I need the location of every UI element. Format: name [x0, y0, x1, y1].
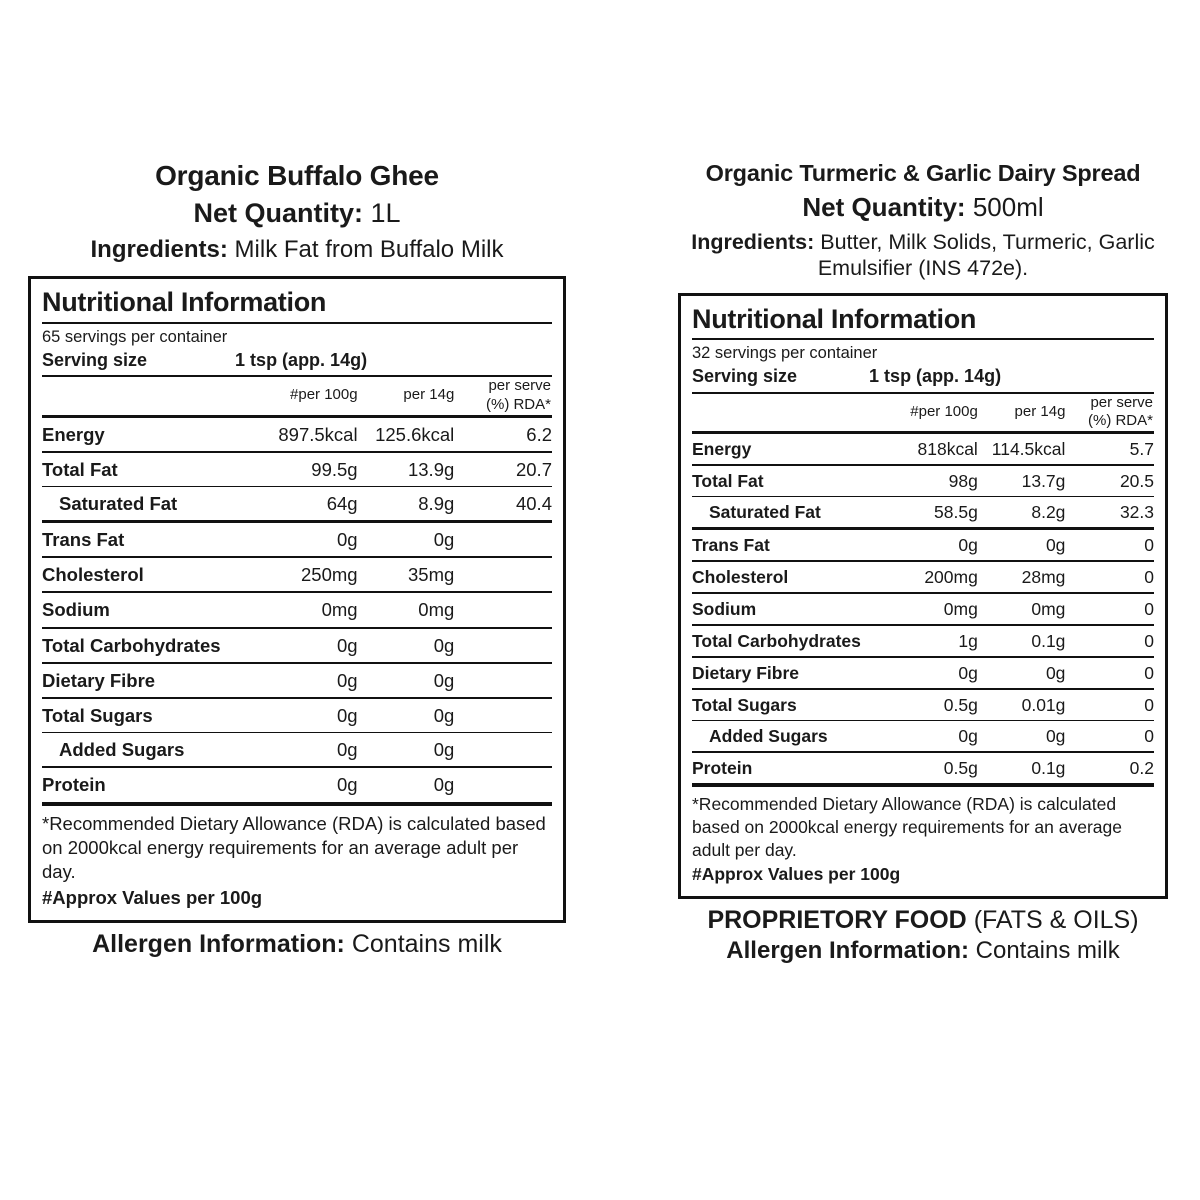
allergen-information-value: Contains milk	[351, 929, 502, 958]
net-quantity-label: Net Quantity:	[802, 192, 966, 223]
proprietary-food-label: PROPRIETORY FOOD	[707, 906, 967, 935]
nutrient-value-per-serving: 0g	[978, 529, 1066, 562]
nutrition-facts-box	[678, 293, 1168, 899]
ingredients-value: Butter, Milk Solids, Turmeric, Garlic Emulsifier (INS 472e).	[817, 230, 1155, 280]
nutrition-table-header-row	[42, 376, 552, 416]
nutrient-value-rda: 20.7	[454, 452, 552, 487]
nutrition-row	[42, 628, 552, 663]
nutrient-name: Added Sugars	[692, 721, 881, 753]
header-cell-rda	[1065, 393, 1154, 433]
product-label-panel-right	[600, 160, 1200, 966]
nutrient-value-per-serving: 8.2g	[978, 497, 1066, 529]
ingredients	[28, 236, 566, 265]
ingredients-value: Milk Fat from Buffalo Milk	[234, 236, 504, 264]
header-cell-per-serving: per 14g	[978, 393, 1066, 433]
nutrient-value-per-serving: 13.9g	[358, 452, 455, 487]
nutrient-value-per-serving: 114.5kcal	[978, 433, 1066, 466]
nutrient-value-rda	[454, 522, 552, 558]
header-cell-rda-line1: per serve	[488, 377, 551, 395]
net-quantity-value: 500ml	[972, 192, 1044, 223]
nutrition-information-title: Nutritional Information	[42, 287, 327, 318]
label-panels-container	[0, 160, 1200, 966]
label-heading-block	[678, 160, 1168, 282]
rda-footnote: *Recommended Dietary Allowance (RDA) is calculated based on 2000kcal energy requirements for an average adult per day.	[42, 812, 546, 883]
nutrient-value-per-serving: 13.7g	[978, 465, 1066, 497]
nutrient-value-per-100g: 0g	[251, 733, 358, 768]
header-cell-blank	[692, 393, 881, 433]
nutrient-value-rda: 0	[1065, 529, 1154, 562]
nutrient-value-rda: 5.7	[1065, 433, 1154, 466]
nutrient-value-rda: 0	[1065, 593, 1154, 625]
nutrition-table	[692, 392, 1154, 784]
nutrient-name: Sodium	[692, 593, 881, 625]
net-quantity-value: 1L	[370, 198, 401, 229]
label-footer-block	[678, 899, 1168, 966]
serving-size-row	[42, 349, 552, 376]
nutrient-name: Cholesterol	[692, 561, 881, 593]
nutrient-value-per-100g: 0mg	[881, 593, 978, 625]
nutrient-value-per-serving: 0.01g	[978, 689, 1066, 721]
nutrition-row	[42, 486, 552, 521]
nutrient-value-per-100g: 0g	[881, 657, 978, 689]
nutrition-row	[42, 557, 552, 592]
nutrient-value-per-serving: 0g	[978, 721, 1066, 753]
serving-size-label: Serving size	[692, 366, 798, 387]
serving-size-label: Serving size	[42, 349, 148, 370]
nutrient-name: Added Sugars	[42, 733, 251, 768]
nutrient-name: Protein	[692, 752, 881, 783]
nutrient-name: Cholesterol	[42, 557, 251, 592]
nutrition-row	[692, 689, 1154, 721]
nutrient-value-per-100g: 58.5g	[881, 497, 978, 529]
nutrient-value-per-100g: 1g	[881, 625, 978, 657]
nutrient-value-per-serving: 0mg	[358, 592, 455, 627]
nutrient-value-rda: 6.2	[454, 416, 552, 452]
nutrition-row	[692, 752, 1154, 783]
nutrient-value-rda: 0	[1065, 689, 1154, 721]
nutrient-value-per-serving: 0g	[358, 522, 455, 558]
proprietary-food-line	[678, 905, 1168, 935]
nutrient-value-per-100g: 818kcal	[881, 433, 978, 466]
nutrient-value-rda: 40.4	[454, 486, 552, 521]
proprietary-food-category: (FATS & OILS)	[973, 906, 1139, 935]
nutrient-value-per-100g: 0g	[251, 628, 358, 663]
nutrient-name: Trans Fat	[42, 522, 251, 558]
nutrient-value-rda: 0	[1065, 657, 1154, 689]
nutrient-value-per-serving: 0g	[358, 698, 455, 733]
nutrient-value-rda	[454, 557, 552, 592]
nutrient-value-per-100g: 0g	[251, 767, 358, 801]
header-cell-rda-line2: (%) RDA*	[1087, 412, 1153, 430]
servings-per-container: 32 servings per container	[692, 344, 878, 363]
allergen-information	[678, 937, 1168, 966]
serving-size-value: 1 tsp (app. 14g)	[869, 366, 1002, 387]
nutrient-value-per-100g: 99.5g	[251, 452, 358, 487]
nutrition-row	[692, 497, 1154, 529]
header-cell-per-100g: #per 100g	[881, 393, 978, 433]
nutrient-value-per-100g: 0g	[251, 663, 358, 698]
nutrition-row	[692, 593, 1154, 625]
nutrient-value-rda	[454, 767, 552, 801]
nutrient-name: Sodium	[42, 592, 251, 627]
nutrient-name: Protein	[42, 767, 251, 801]
nutrient-value-rda	[454, 698, 552, 733]
nutrient-name: Trans Fat	[692, 529, 881, 562]
ingredients	[678, 230, 1168, 282]
rda-footnote: *Recommended Dietary Allowance (RDA) is calculated based on 2000kcal energy requirements for an average adult per day.	[692, 794, 1122, 861]
allergen-information-label: Allergen Information:	[92, 929, 345, 958]
nutrition-table	[42, 375, 552, 802]
nutrient-value-per-100g: 0g	[881, 529, 978, 562]
nutrition-row	[692, 657, 1154, 689]
label-footer-block	[28, 923, 566, 959]
nutrition-row	[42, 767, 552, 801]
nutrient-value-per-100g: 0mg	[251, 592, 358, 627]
net-quantity-label: Net Quantity:	[193, 198, 363, 229]
nutrition-row	[692, 529, 1154, 562]
nutrient-name: Energy	[42, 416, 251, 452]
nutrient-value-per-serving: 0g	[358, 663, 455, 698]
nutrient-value-per-100g: 0.5g	[881, 752, 978, 783]
ingredients-label: Ingredients:	[691, 230, 815, 255]
nutrient-value-rda	[454, 592, 552, 627]
allergen-information	[28, 929, 566, 959]
nutrition-table-header-row	[692, 393, 1154, 433]
nutrient-value-per-100g: 0g	[881, 721, 978, 753]
header-cell-rda-line2: (%) RDA*	[485, 395, 551, 413]
nutrient-name: Saturated Fat	[692, 497, 881, 529]
nutrient-value-rda: 0	[1065, 625, 1154, 657]
nutrition-row	[692, 625, 1154, 657]
nutrient-value-rda: 0.2	[1065, 752, 1154, 783]
header-cell-blank	[42, 376, 251, 416]
header-cell-per-serving: per 14g	[358, 376, 455, 416]
nutrient-name: Dietary Fibre	[42, 663, 251, 698]
nutrient-name: Dietary Fibre	[692, 657, 881, 689]
nutrient-value-per-serving: 0g	[358, 733, 455, 768]
nutrient-value-per-100g: 897.5kcal	[251, 416, 358, 452]
nutrient-value-per-serving: 125.6kcal	[358, 416, 455, 452]
nutrient-name: Saturated Fat	[42, 486, 251, 521]
nutrient-value-rda: 0	[1065, 721, 1154, 753]
nutrient-value-rda: 20.5	[1065, 465, 1154, 497]
approx-values-note: #Approx Values per 100g	[42, 886, 263, 908]
nutrition-row	[692, 465, 1154, 497]
nutrient-value-per-100g: 0.5g	[881, 689, 978, 721]
nutrition-row	[42, 663, 552, 698]
serving-size-value: 1 tsp (app. 14g)	[235, 349, 368, 370]
nutrient-name: Total Fat	[42, 452, 251, 487]
nutrient-name: Total Carbohydrates	[692, 625, 881, 657]
nutrient-name: Total Fat	[692, 465, 881, 497]
nutrient-value-rda	[454, 628, 552, 663]
nutrition-row	[42, 522, 552, 558]
nutrient-value-per-100g: 0g	[251, 698, 358, 733]
nutrient-name: Total Sugars	[692, 689, 881, 721]
nutrition-row	[42, 416, 552, 452]
nutrition-row	[692, 721, 1154, 753]
nutrition-row	[692, 433, 1154, 466]
product-label-panel-left	[0, 160, 600, 959]
servings-per-container: 65 servings per container	[42, 327, 228, 346]
allergen-information-label: Allergen Information:	[726, 937, 969, 965]
nutrition-row	[42, 592, 552, 627]
nutrition-row	[42, 452, 552, 487]
nutrient-value-per-serving: 0.1g	[978, 752, 1066, 783]
label-heading-block	[28, 160, 566, 265]
nutrient-value-rda	[454, 663, 552, 698]
nutrient-name: Total Sugars	[42, 698, 251, 733]
nutrient-value-per-serving: 0g	[358, 767, 455, 801]
nutrient-value-per-serving: 8.9g	[358, 486, 455, 521]
nutrient-value-rda: 32.3	[1065, 497, 1154, 529]
approx-values-note: #Approx Values per 100g	[692, 864, 901, 885]
net-quantity	[28, 198, 566, 229]
ingredients-label: Ingredients:	[90, 236, 228, 264]
product-title: Organic Buffalo Ghee	[155, 160, 439, 191]
nutrition-facts-box	[28, 276, 566, 923]
product-title: Organic Turmeric & Garlic Dairy Spread	[705, 160, 1141, 186]
nutrition-row	[42, 733, 552, 768]
nutrient-value-per-serving: 0g	[358, 628, 455, 663]
allergen-information-value: Contains milk	[975, 937, 1120, 965]
nutrient-value-per-serving: 0mg	[978, 593, 1066, 625]
nutrient-value-per-100g: 200mg	[881, 561, 978, 593]
nutrient-value-per-serving: 0g	[978, 657, 1066, 689]
nutrient-value-per-100g: 0g	[251, 522, 358, 558]
header-cell-rda-line1: per serve	[1090, 393, 1153, 411]
nutrient-value-per-serving: 35mg	[358, 557, 455, 592]
header-cell-rda	[454, 376, 552, 416]
nutrient-name: Energy	[692, 433, 881, 466]
nutrient-value-rda	[454, 733, 552, 768]
nutrient-value-per-serving: 28mg	[978, 561, 1066, 593]
nutrient-value-per-100g: 250mg	[251, 557, 358, 592]
serving-size-row	[692, 365, 1154, 392]
nutrient-value-per-serving: 0.1g	[978, 625, 1066, 657]
nutrient-value-rda: 0	[1065, 561, 1154, 593]
nutrient-value-per-100g: 64g	[251, 486, 358, 521]
header-cell-per-100g: #per 100g	[251, 376, 358, 416]
net-quantity	[678, 193, 1168, 223]
nutrition-information-title: Nutritional Information	[692, 303, 977, 334]
nutrition-row	[692, 561, 1154, 593]
nutrition-row	[42, 698, 552, 733]
nutrient-name: Total Carbohydrates	[42, 628, 251, 663]
nutrient-value-per-100g: 98g	[881, 465, 978, 497]
